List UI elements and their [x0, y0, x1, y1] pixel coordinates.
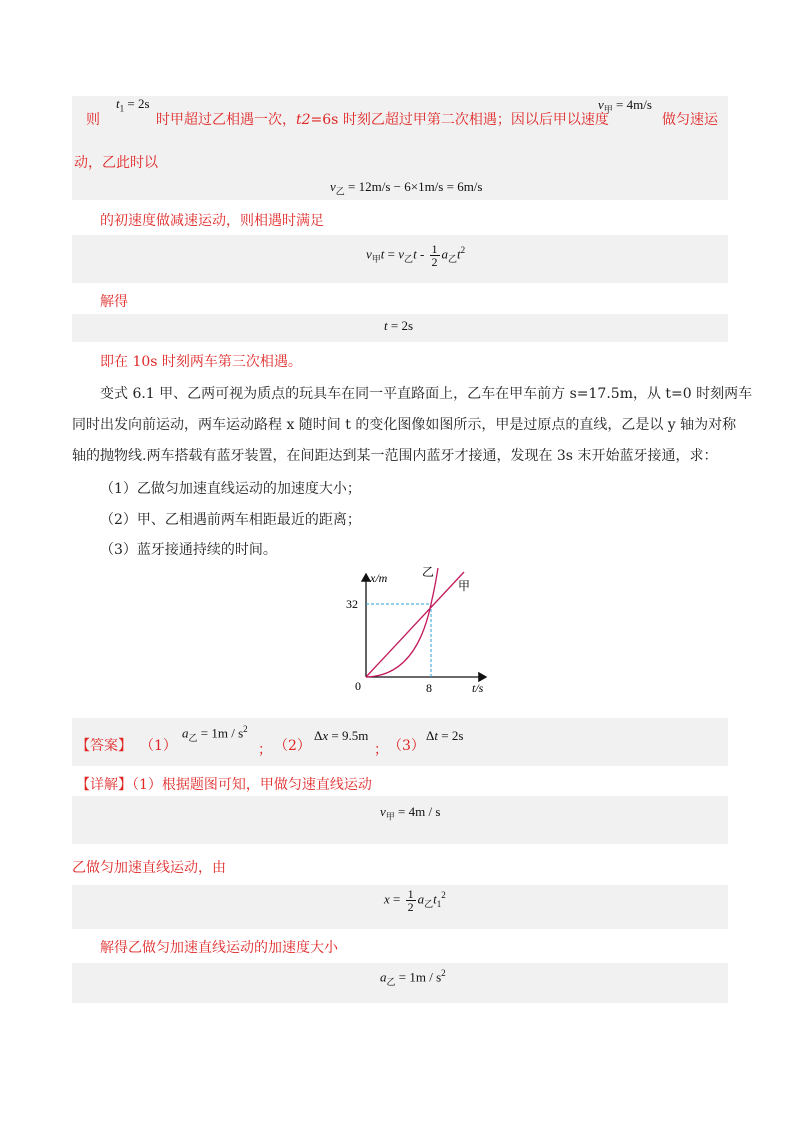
problem-para-line-2: 同时出发向前运动，两车运动路程 x 随时间 t 的变化图像如图所示，甲是过原点的直线，乙是以 y 轴为对称	[72, 417, 737, 433]
solution-line-5: 即在 10s 时刻两车第三次相遇。	[100, 354, 302, 370]
detail-line-2: 乙做匀加速直线运动，由	[72, 860, 226, 876]
answer-tag: 【答案】	[76, 738, 132, 754]
curve-jia-label: 甲	[458, 579, 471, 593]
answer-p3: （3）	[388, 738, 425, 754]
detail-tag: 【详解】	[76, 777, 132, 793]
solution-line-1-suffix: 做匀速运	[662, 112, 718, 128]
answer-p1: （1）	[140, 738, 177, 754]
x-axis-label: t/s	[472, 681, 484, 695]
y-axis-label: x/m	[370, 571, 388, 585]
curve-yi-label: 乙	[422, 565, 435, 579]
y-tick-32: 32	[346, 597, 358, 611]
answer-1: $a_乙 = 1m / s^2$	[182, 724, 248, 743]
eq-vyi: $v_乙 = 12m/s - 6\times 1m/s = 6m/s$	[330, 179, 483, 197]
answer-sep-1: ；	[258, 742, 272, 758]
solution-line-1-mid: 时甲超过乙相遇一次，t2=6s 时刻乙超过甲第二次相遇；因以后甲以速度	[156, 112, 609, 128]
question-3: （3）蓝牙接通持续的时间。	[100, 542, 277, 558]
origin-label: 0	[355, 679, 361, 693]
question-2: （2）甲、乙相遇前两车相距最近的距离；	[100, 512, 361, 528]
detail-line-1: 【详解】（1）根据题图可知，甲做匀速直线运动	[76, 777, 372, 793]
curve-jia-line	[366, 572, 464, 677]
eq-meet: $v_甲t = v_乙t$ - $\frac{1}{2}$ $a_乙t^2$	[366, 242, 466, 269]
solution-line-2: 动，乙此时以	[74, 155, 158, 171]
detail-eq-1: $v_甲 = 4m / s$	[380, 804, 441, 822]
solution-line-1: 则	[86, 112, 100, 128]
detail-line-3: 解得乙做匀加速直线运动的加速度大小	[100, 940, 338, 956]
answer-sep-2: ；	[374, 742, 388, 758]
answer-3: Δt = 2s	[426, 728, 464, 743]
detail-eq-2: x = $\frac{1}{2}$ $a_乙t_1^2$	[384, 887, 446, 914]
problem-para-line-3: 轴的抛物线.两车搭载有蓝牙装置，在间距达到某一范围内蓝牙才接通，发现在 3s 末开始蓝牙接通，求：	[72, 448, 718, 464]
answer-2: Δx = 9.5m	[314, 728, 369, 743]
solution-line-4: 解得	[100, 294, 128, 310]
eq-t1: $t_1 = 2s$	[116, 96, 150, 114]
answer-p2: （2）	[274, 738, 311, 754]
question-1: （1）乙做匀加速直线运动的加速度大小；	[100, 481, 361, 497]
eq-t: t = 2s	[384, 318, 414, 333]
detail-eq-3: $a_乙 = 1m / s^2$	[380, 968, 446, 987]
problem-para-line-1: 变式 6.1 甲、乙两可视为质点的玩具车在同一平直路面上，乙车在甲车前方 s=17.5m，从 t=0 时刻两车	[100, 386, 753, 402]
x-tick-8: 8	[426, 681, 432, 695]
solution-line-3: 的初速度做减速运动，则相遇时满足	[100, 213, 324, 229]
xt-graph	[336, 562, 496, 702]
eq-vjia: $v_甲 = 4m/s$	[598, 97, 652, 115]
